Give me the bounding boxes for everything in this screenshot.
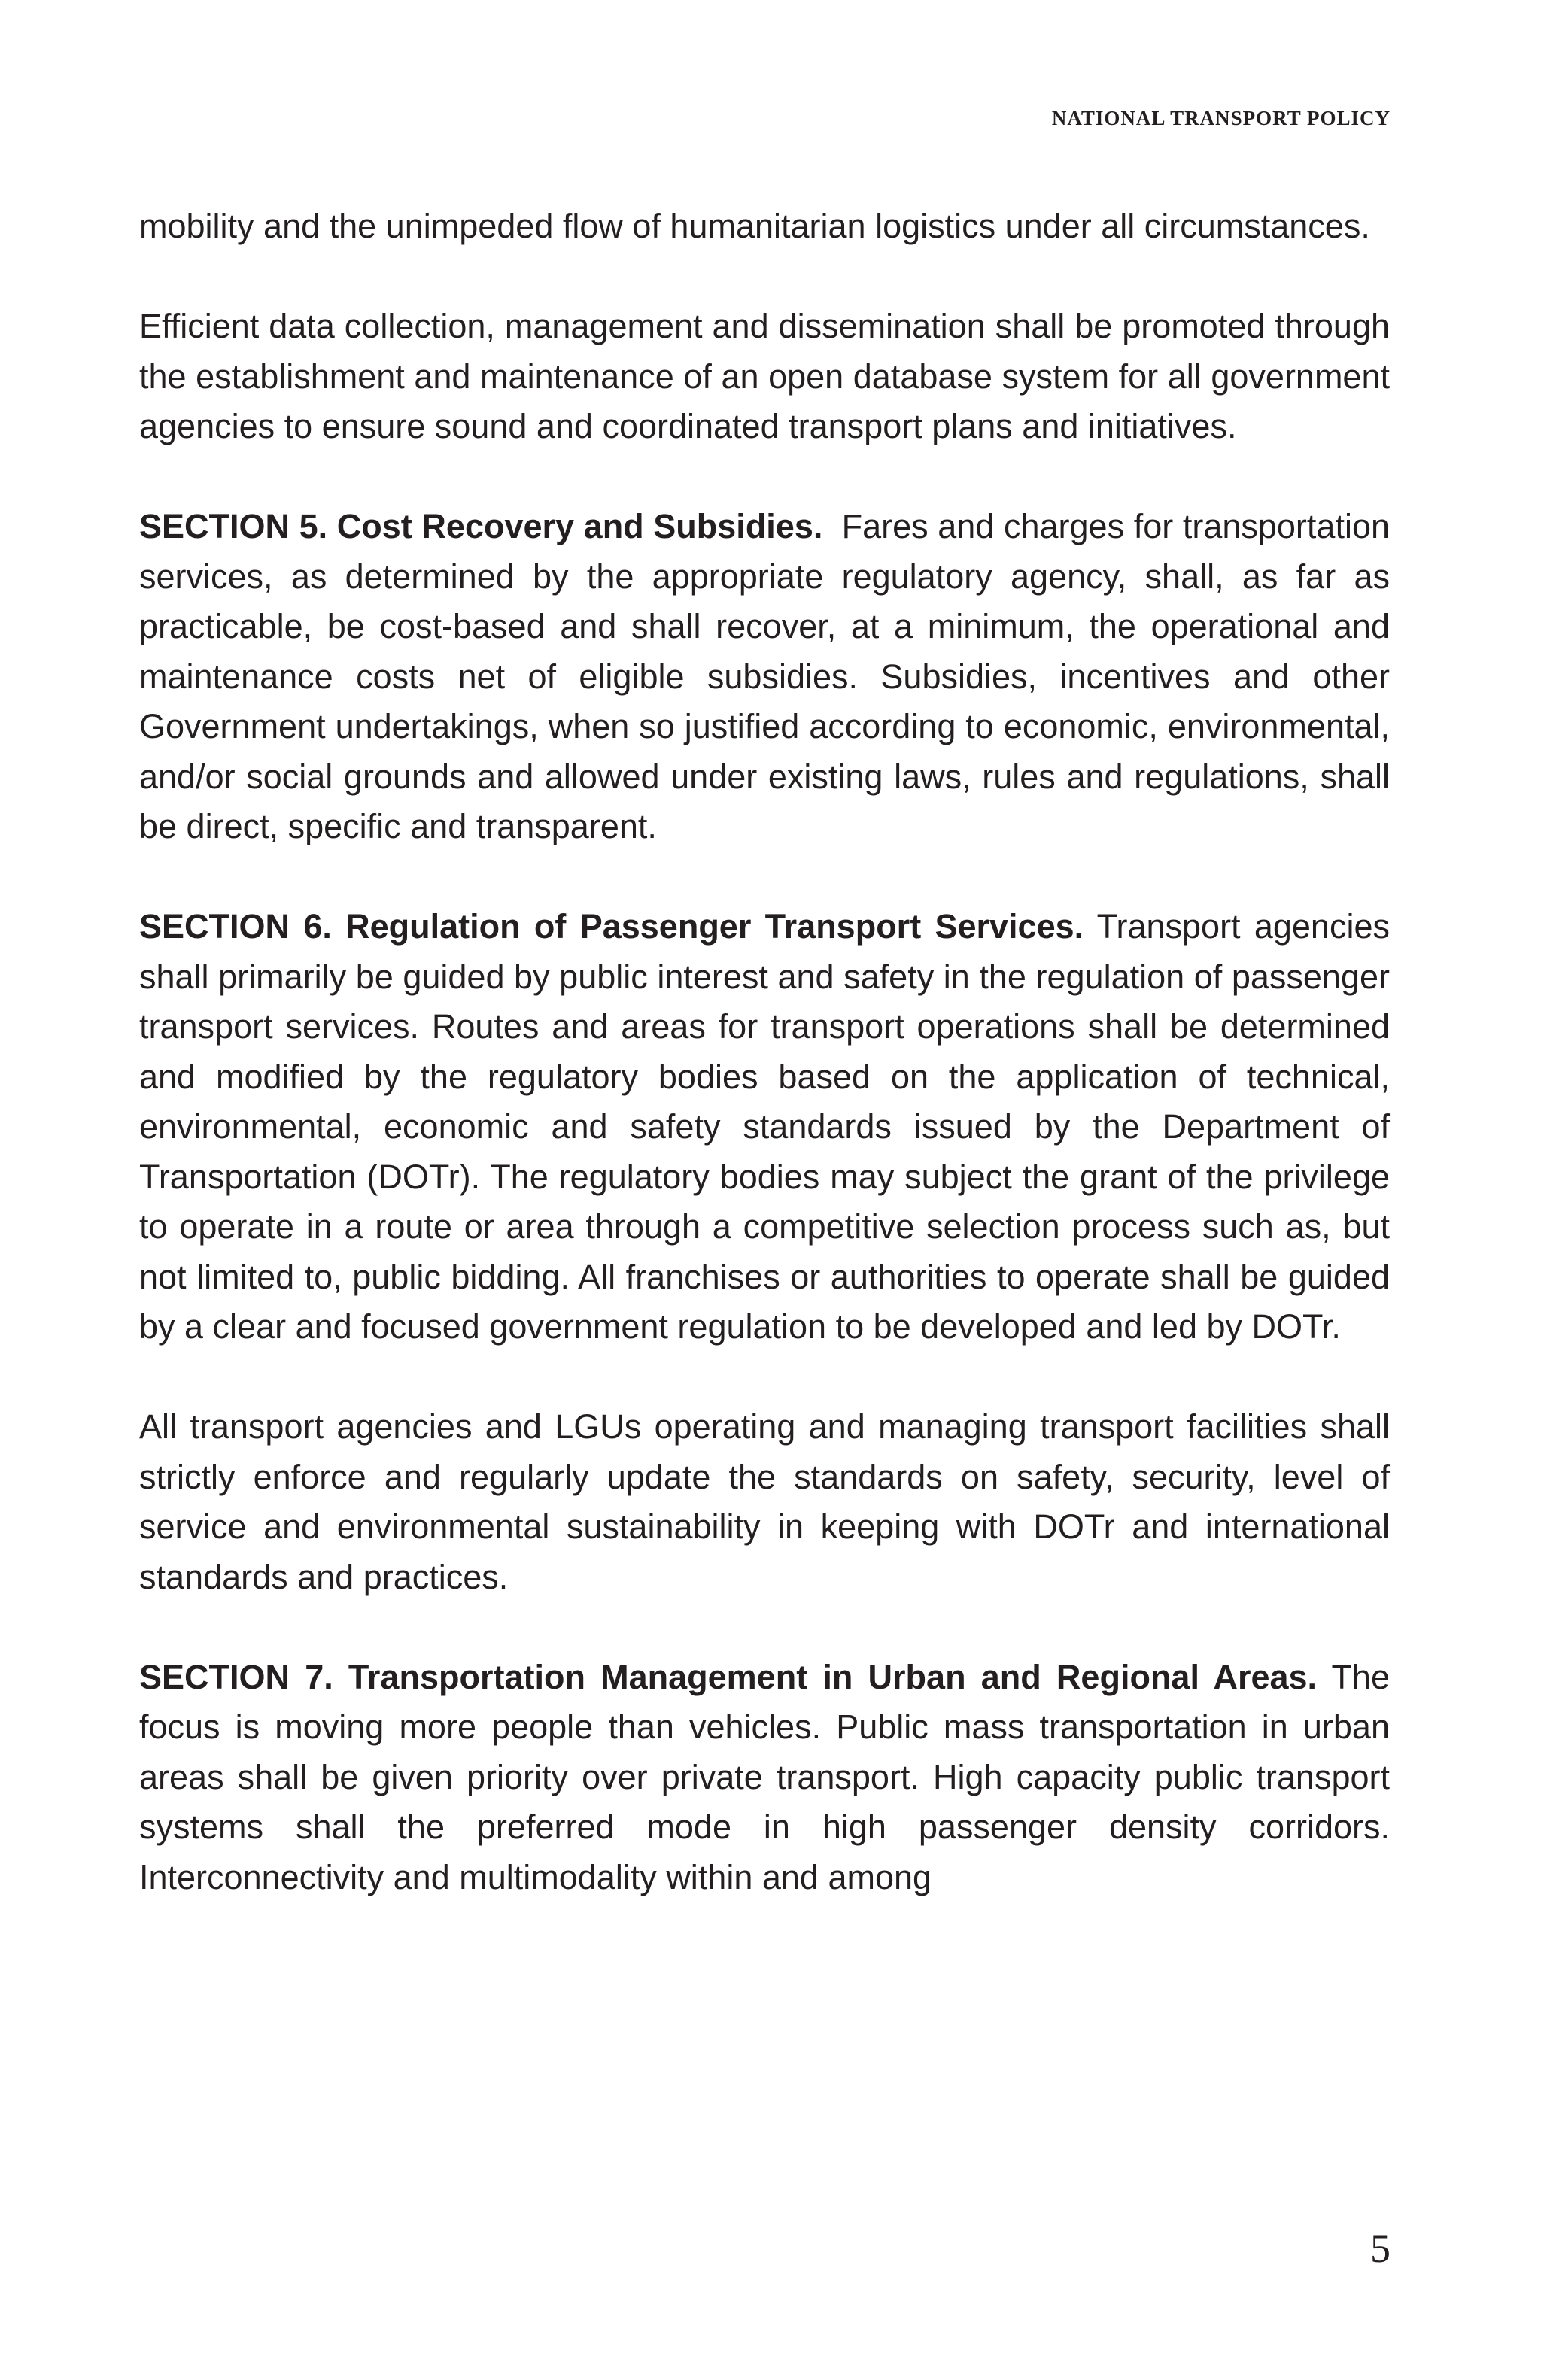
section-heading: SECTION 7. Transportation Management in Urban and Regional Areas. [139,1657,1318,1696]
section-heading: SECTION 6. Regulation of Passenger Transport Services. [139,907,1084,946]
page-body [139,202,1390,1902]
running-header: NATIONAL TRANSPORT POLICY [1051,107,1391,129]
paragraph-text: mobility and the unimpeded flow of humanitarian logistics under all circumstances. [139,207,1370,245]
paragraph-section-7 [139,1653,1390,1903]
paragraph-section-6 [139,902,1390,1352]
section-heading: SECTION 5. Cost Recovery and Subsidies. [139,507,823,545]
paragraph-text: Transport agencies shall primarily be guided by public interest and safety in the regulation of passenger transport services. Routes and areas for transport operations shall be determined and modified by the regulatory bodies based on the application of technical, environmental, economic and safety standards issued by the Department of Transportation (DOTr). The regulatory bodies may subject the grant of the privilege to operate in a route or area through a competitive selection process such as, but not limited to, public bidding. All franchises or authorities to operate shall be guided by a clear and focused government regulation to be developed and led by DOTr. [139,907,1390,1346]
paragraph-data-collection [139,302,1390,452]
paragraph-section-5 [139,502,1390,852]
paragraph-continuation [139,202,1390,252]
paragraph-text: Efficient data collection, management and dissemination shall be promoted through the establishment and maintenance of an open database system for all government agencies to ensure sound and coordinated transport plans and initiatives. [139,307,1390,445]
paragraph-text: The focus is moving more people than vehicles. Public mass transportation in urban areas shall be given priority over private transport. High capacity public transport systems shall the preferred mode in high passenger density corridors. Interconnectivity and multimodality within and among [139,1657,1390,1896]
page-number: 5 [1370,2226,1391,2271]
paragraph-text: Fares and charges for transportation services, as determined by the appropriate regulatory agency, shall, as far as practicable, be cost-based and shall recover, at a minimum, the operational and maintenance costs net of eligible subsidies. Subsidies, incentives and other Government undertakings, when so justified according to economic, environmental, and/or social grounds and allowed under existing laws, rules and regulations, shall be direct, specific and transparent. [139,507,1390,845]
paragraph-text: All transport agencies and LGUs operating and managing transport facilities shall strictly enforce and regularly update the standards on safety, security, level of service and environmental sustainability in keeping with DOTr and international standards and practices. [139,1407,1390,1596]
paragraph-transport-agencies [139,1402,1390,1602]
